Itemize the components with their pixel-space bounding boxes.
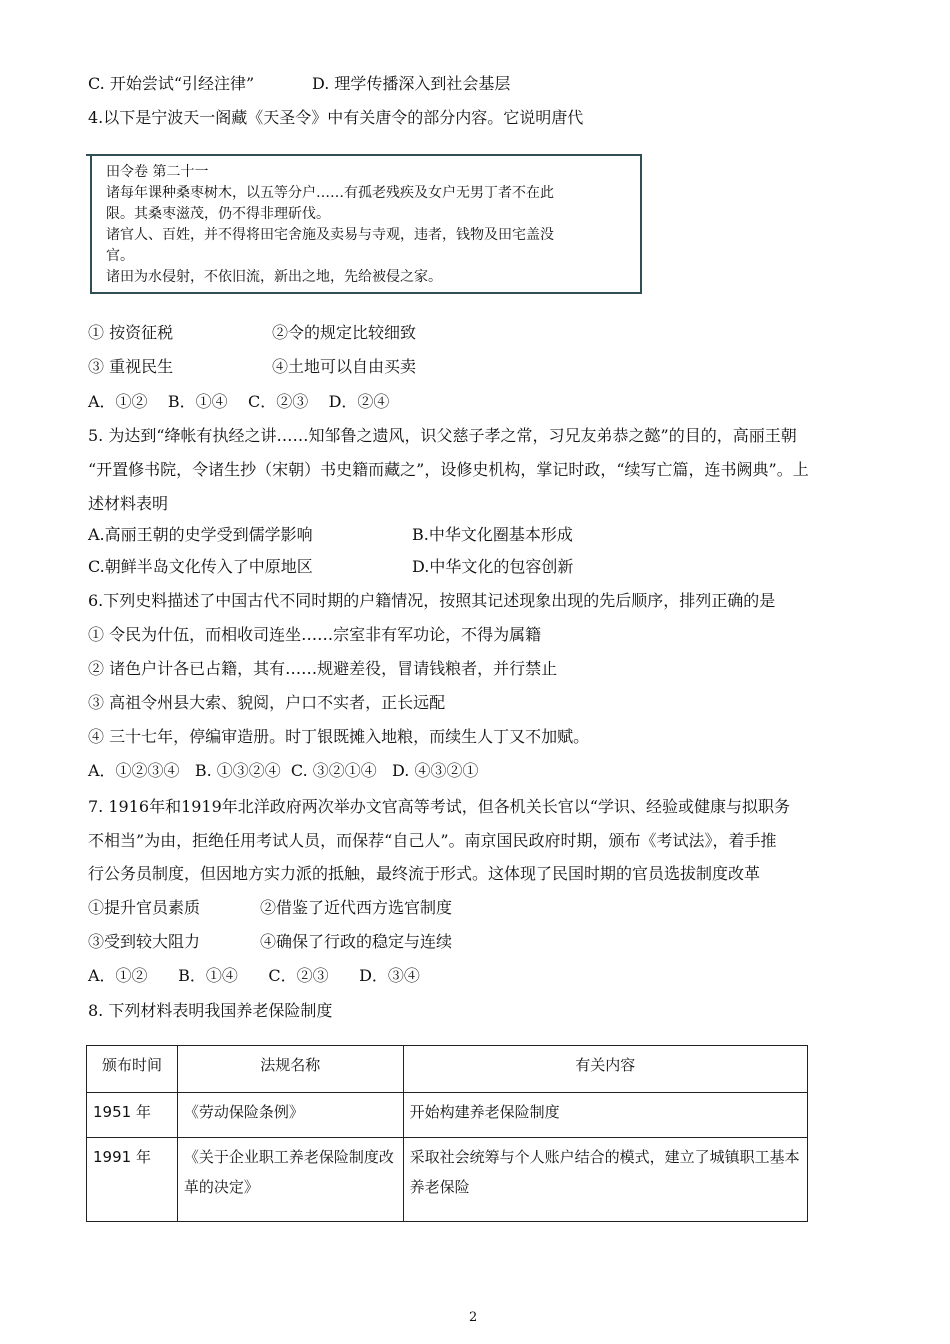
q7-statement-2: ②借鉴了近代西方选官制度 (260, 898, 453, 917)
header-date: 颁布时间 (87, 1046, 178, 1093)
q4-options: A．①② B．①④ C．②③ D．②④ (88, 392, 390, 411)
cell-law-name: 《关于企业职工养老保险制度改革的决定》 (177, 1138, 403, 1222)
q5-option-a: A.高丽王朝的史学受到儒学影响 (88, 525, 313, 544)
table-row (87, 1138, 808, 1222)
cell-date: 1991 年 (87, 1138, 178, 1222)
q4-statement-1: ① 按资征税 (88, 323, 174, 342)
box-line: 诸官人、百姓，并不得将田宅舍施及卖易与寺观，违者，钱物及田宅盖没 (106, 227, 554, 243)
q7-line-2: 不相当”为由，拒绝任用考试人员，而保荐“自己人”。南京国民政府时期，颁布《考试法》，着手推 (88, 831, 777, 850)
q5-line-1: 5. 为达到“绛帐有执经之讲……知邹鲁之遗风，识父慈子孝之常，习兄友弟恭之懿”的目的，高丽王朝 (88, 426, 797, 445)
q4-source-box (90, 154, 642, 294)
q7-statement-3: ③受到较大阻力 (88, 932, 201, 951)
q4-statement-4: ④土地可以自由买卖 (272, 357, 417, 376)
table-header-row (87, 1046, 808, 1093)
q3-option-c: C. 开始尝试“引经注律” (88, 74, 255, 93)
law-table (86, 1045, 808, 1222)
q5-option-d: D.中华文化的包容创新 (412, 557, 574, 576)
q8-stem: 8. 下列材料表明我国养老保险制度 (88, 1001, 333, 1020)
q7-line-3: 行公务员制度，但因地方实力派的抵触，最终流于形式。这体现了民国时期的官员选拔制度改革 (88, 864, 761, 883)
q3-option-d: D. 理学传播深入到社会基层 (312, 74, 511, 93)
box-line: 田令卷 第二十一 (106, 164, 209, 180)
q7-statement-4: ④确保了行政的稳定与连续 (260, 932, 453, 951)
cell-content: 开始构建养老保险制度 (403, 1093, 807, 1138)
q6-item-4: ④ 三十七年，停编审造册。时丁银既摊入地粮，而续生人丁又不加赋。 (88, 727, 590, 746)
q7-line-1: 7. 1916年和1919年北洋政府两次举办文官高等考试，但各机关长官以“学识、经验或健康与拟职务 (88, 797, 790, 816)
q6-item-2: ② 诸色户计各已占籍，其有……规避差役，冒请钱粮者，并行禁止 (88, 659, 558, 678)
header-law-name: 法规名称 (177, 1046, 403, 1093)
q5-option-c: C.朝鲜半岛文化传入了中原地区 (88, 557, 313, 576)
q6-item-3: ③ 高祖令州县大索、貌阅，户口不实者，正长远配 (88, 693, 446, 712)
cell-date: 1951 年 (87, 1093, 178, 1138)
table-row (87, 1093, 808, 1138)
header-content: 有关内容 (403, 1046, 807, 1093)
q4-statement-2: ②令的规定比较细致 (272, 323, 417, 342)
box-line: 诸每年课种桑枣树木，以五等分户……有孤老残疾及女户无男丁者不在此 (106, 185, 554, 201)
q7-statement-1: ①提升官员素质 (88, 898, 201, 917)
q6-item-1: ① 令民为什伍，而相收司连坐……宗室非有军功论，不得为属籍 (88, 625, 542, 644)
q5-line-3: 述材料表明 (88, 494, 169, 513)
q6-stem: 6.下列史料描述了中国古代不同时期的户籍情况，按照其记述现象出现的先后顺序，排列正确的是 (88, 591, 776, 610)
q6-options: A．①②③④ B. ①③②④ C. ③②①④ D. ④③②① (88, 761, 479, 780)
box-line: 官。 (106, 248, 134, 264)
q7-options: A．①② B．①④ C．②③ D．③④ (88, 966, 420, 985)
cell-content: 采取社会统筹与个人账户结合的模式，建立了城镇职工基本养老保险 (403, 1138, 807, 1222)
q4-statement-3: ③ 重视民生 (88, 357, 174, 376)
q5-line-2: “开置修书院，令诸生抄（宋朝）书史籍而藏之”，设修史机构，掌记时政，“续写亡篇，连书阙典”。上 (88, 460, 809, 479)
cell-law-name: 《劳动保险条例》 (177, 1093, 403, 1138)
page-number: 2 (469, 1310, 478, 1325)
q4-stem: 4.以下是宁波天一阁藏《天圣令》中有关唐令的部分内容。它说明唐代 (88, 108, 584, 127)
q5-option-b: B.中华文化圈基本形成 (412, 525, 573, 544)
box-line: 诸田为水侵射，不依旧流，新出之地，先给被侵之家。 (106, 269, 442, 285)
box-line: 限。其桑枣滋茂，仍不得非理斫伐。 (106, 206, 330, 222)
